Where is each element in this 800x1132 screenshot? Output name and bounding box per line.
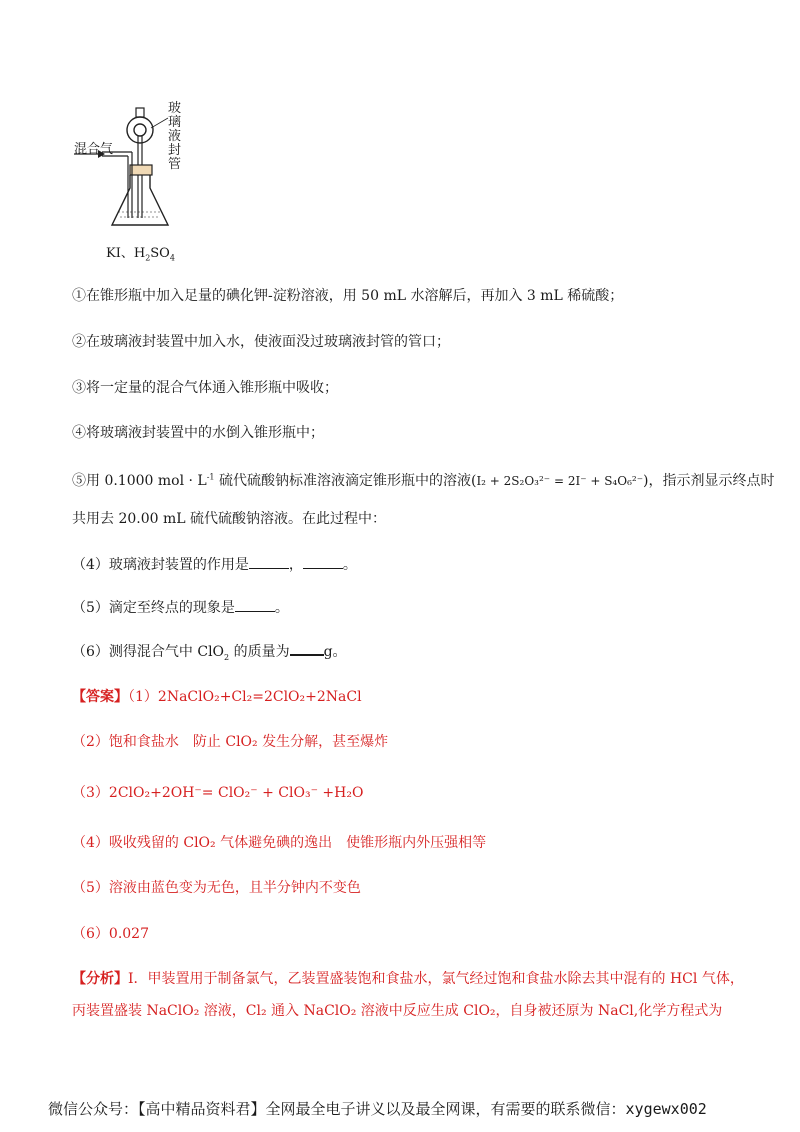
answer-blank	[303, 556, 343, 569]
question-6: （6）测得混合气中 ClO$_2$ 的质量为 g。	[72, 644, 347, 662]
answer-5: （5）溶液由蓝色变为无色，且半分钟内不变色	[72, 880, 361, 896]
gas-inlet-label: 混合气	[74, 142, 114, 157]
answer-tag: 【答案】	[72, 689, 128, 705]
footer-watermark: 微信公众号：【高中精品资料君】全网最全电子讲义以及最全网课，有需要的联系微信：xygewx002	[48, 1100, 707, 1118]
answer-blank	[235, 599, 275, 612]
flask-contents-label: KI、$H_2SO_4$	[106, 246, 175, 263]
apparatus-figure	[72, 100, 202, 265]
answer-2: （2）饱和食盐水 防止 ClO₂ 发生分解，甚至爆炸	[72, 734, 389, 750]
step-5: ⑤用 0.1000 mol · $L^{-1}$ 硫代硫酸钠标准溶液滴定锥形瓶中的溶液(I₂ + 2S₂O₃²⁻ = 2I⁻ + S₄O₆²⁻)，指示剂显示终点时	[72, 472, 775, 489]
step-4: ④将玻璃液封装置中的水倒入锥形瓶中；	[72, 425, 324, 441]
analysis-line-2: 丙装置盛装 NaClO₂ 溶液，Cl₂ 通入 NaClO₂ 溶液中反应生成 ClO₂，自身被还原为 NaCl,化学方程式为	[72, 1003, 723, 1019]
answer-blank	[249, 556, 289, 569]
question-5: （5）滴定至终点的现象是 。	[72, 600, 289, 616]
glass-seal-flask-diagram	[72, 100, 202, 265]
question-4: （4）玻璃液封装置的作用是 ， 。	[72, 557, 357, 573]
step-3: ③将一定量的混合气体通入锥形瓶中吸收；	[72, 380, 338, 396]
answer-blank	[290, 642, 324, 656]
titration-equation: I₂ + 2S₂O₃²⁻ = 2I⁻ + S₄O₆²⁻	[476, 474, 644, 488]
answer-4: （4）吸收残留的 ClO₂ 气体避免碘的逸出 使锥形瓶内外压强相等	[72, 835, 487, 851]
step-1: ①在锥形瓶中加入足量的碘化钾-淀粉溶液，用 50 mL 水溶解后，再加入 3 mL 稀硫酸；	[72, 288, 624, 304]
answer-6: （6）0.027	[72, 926, 149, 942]
answer-1: 【答案】（1）2NaClO₂+Cl₂=2ClO₂+2NaCl	[72, 689, 362, 705]
analysis-line-1: 【分析】I．甲装置用于制备氯气，乙装置盛装饱和食盐水，氯气经过饱和食盐水除去其中混有的 HCl 气体，	[72, 971, 744, 987]
tube-label: 玻 璃 液 封 管	[168, 101, 182, 172]
analysis-tag: 【分析】	[72, 971, 128, 987]
step-2: ②在玻璃液封装置中加入水，使液面没过玻璃液封管的管口；	[72, 334, 450, 350]
wechat-id: xygewx002	[625, 1100, 707, 1118]
answer-3: （3）2ClO₂+2OH⁻= ClO₂⁻ + ClO₃⁻ +H₂O	[72, 785, 364, 801]
step-5-continued: 共用去 20.00 mL 硫代硫酸钠溶液。在此过程中：	[72, 511, 387, 527]
